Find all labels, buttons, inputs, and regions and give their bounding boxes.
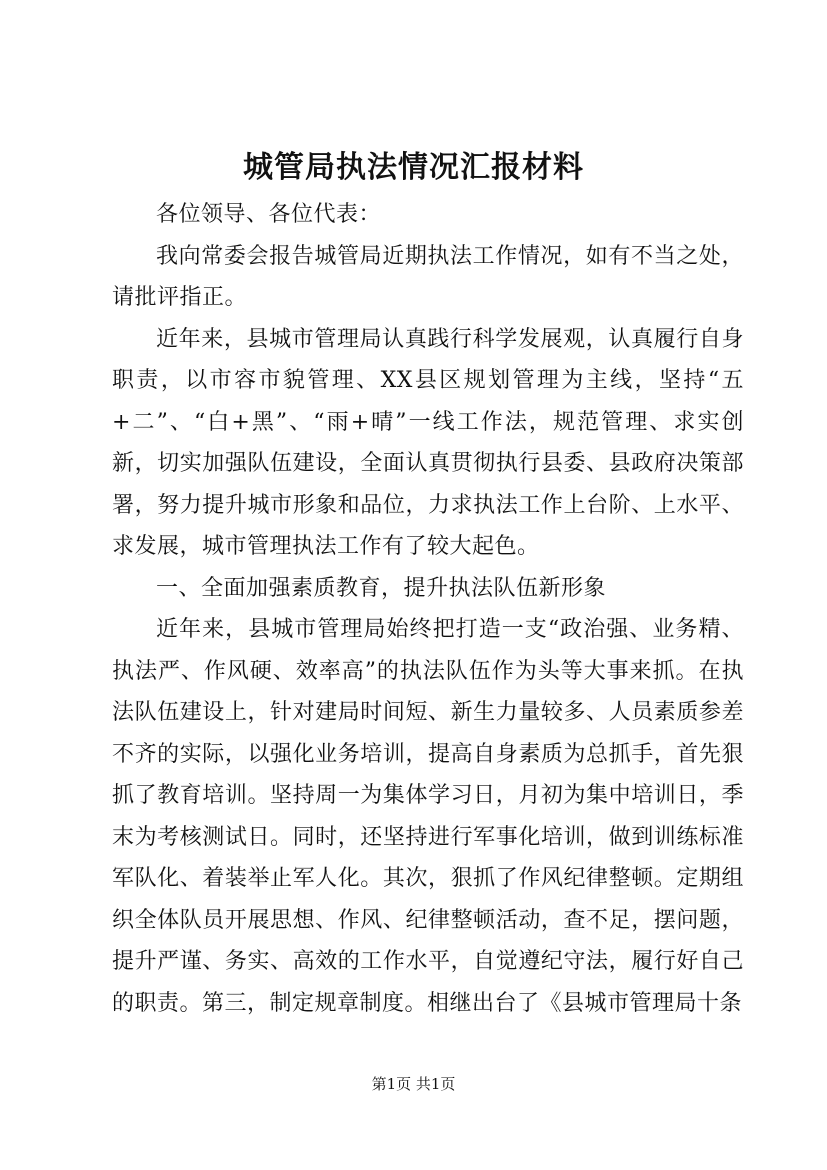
document-body (112, 194, 744, 1024)
salutation-paragraph: 各位领导、各位代表： (156, 202, 382, 227)
intro-paragraph: 我向常委会报告城管局近期执法工作情况，如有不当之处，请批评指正。 (112, 243, 744, 310)
document-title: 城管局执法情况汇报材料 (243, 150, 584, 185)
overview-paragraph: 近年来，县城市管理局认真践行科学发展观，认真履行自身职责，以市容市貌管理、XX县区规划管理为主线，坚持“五+二”、“白+黑”、“雨+晴”一线工作法，规范管理、求实创新，切实加强队伍建设，全面认真贯彻执行县委、县政府决策部署，努力提升城市形象和品位，力求执法工作上台阶、上水平、求发展，城市管理执法工作有了较大起色。 (112, 326, 744, 559)
section-heading-1: 一、全面加强素质教育，提升执法队伍新形象 (156, 575, 607, 601)
page-footer: 第1页 共1页 (371, 1075, 456, 1093)
section-1-paragraph: 近年来，县城市管理局始终把打造一支“政治强、业务精、执法严、作风硬、效率高”的执法队伍作为头等大事来抓。在执法队伍建设上，针对建局时间短、新生力量较多、人员素质参差不齐的实际，以强化业务培训，提高自身素质为总抓手，首先狠抓了教育培训。坚持周一为集体学习日，月初为集中培训日，季末为考核测试日。同时，还坚持进行军事化培训，做到训练标准军队化、着装举止军人化。其次，狠抓了作风纪律整顿。定期组织全体队员开展思想、作风、纪律整顿活动，查不足，摆问题，提升严谨、务实、高效的工作水平，自觉遵纪守法，履行好自己的职责。第三，制定规章制度。相继出台了《县城市管理局十条 (112, 617, 744, 1016)
